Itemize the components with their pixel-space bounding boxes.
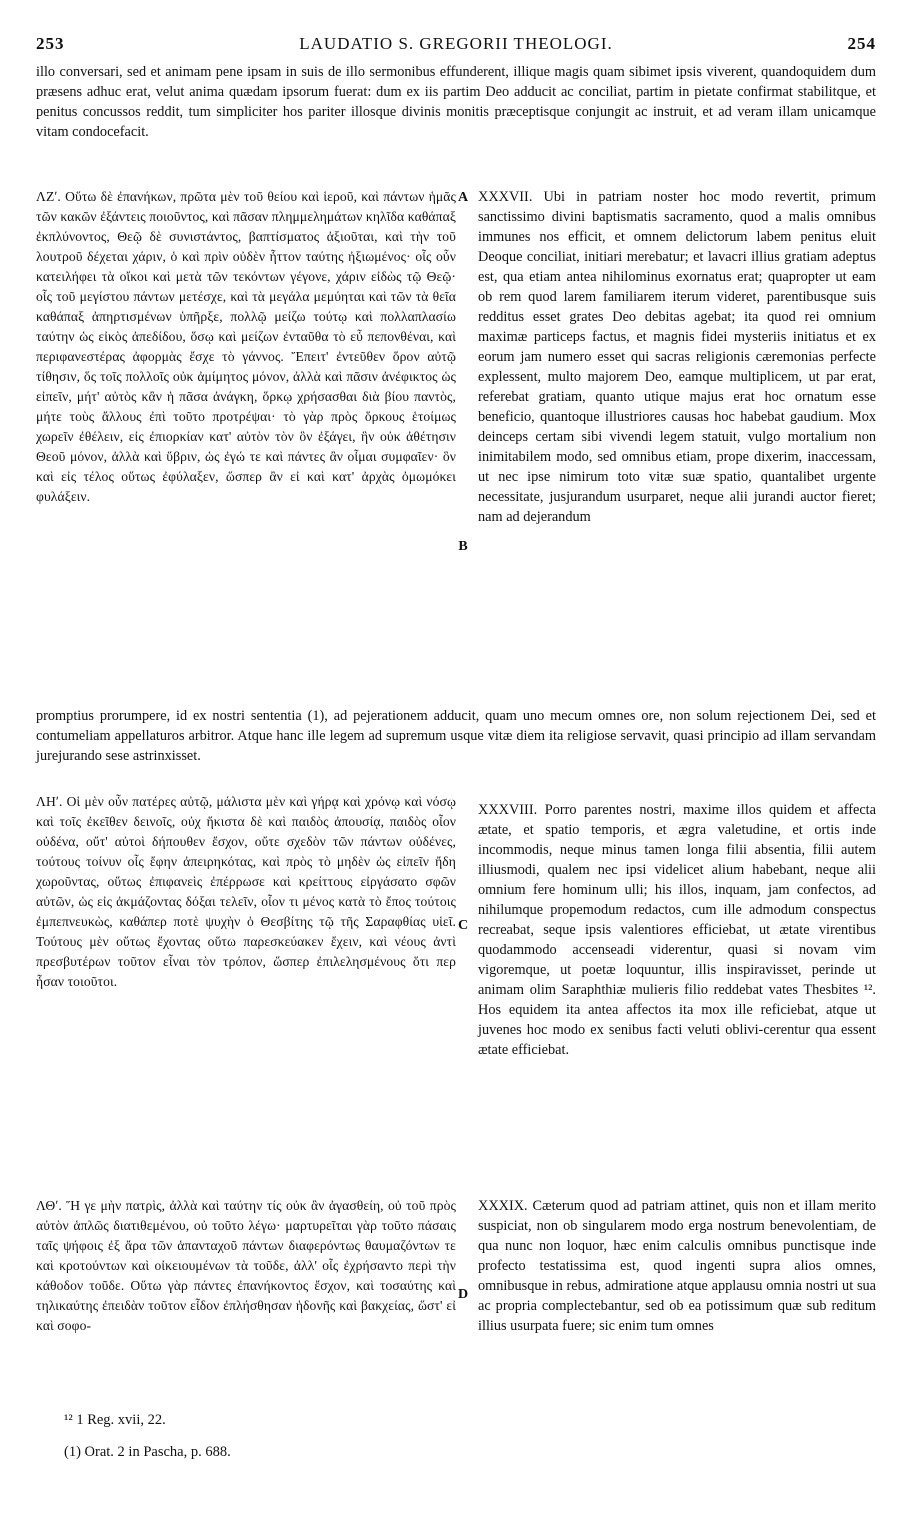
footnote-1: (1) Orat. 2 in Pascha, p. 688.: [64, 1444, 231, 1460]
top-paragraph: illo conversari, sed et animam pene ipsam in suis de illo sermonibus effunderent, illique magis quam sibimet ipsis viverent, quandoquidem dum præsens adhuc erat, velut anima quædam ipsorum fuerat: dum ex iis partim Deo adducit ac conciliat, partim in pietate confirmat stabilitque, et penitus concussos reddit, tum simpliciter hos pariter illosque divinis monitis præceptisque conjungit ac instruit, et ad veram illam unicamque vitam condocefacit.: [36, 64, 876, 140]
greek-section-38: ΛΗʹ. Οἱ μὲν οὖν πατέρες αὐτῷ, μάλιστα μὲν καὶ γήρᾳ καὶ χρόνῳ καὶ νόσῳ καὶ τοῖς ἐκεῖθεν δεινοῖς, οὐχ ἥκιστα δὲ καὶ παιδὸς ἀπουσίᾳ, παιδὸς οἷον οὐδένα, οὔτ' αὐτοὶ δήπουθεν ἔσχον, οὔτε σχεδὸν τῶν πάντων οὐδένες, τούτους τοίνυν οἷς ἔφην ἀπειρηκότας, καὶ πρὸς τὸ μηδὲν ὡς εἰπεῖν ἤδη χωροῦντας, οὕτως ἐπιφανεὶς ἐπέρρωσε καὶ κρείττους εἰργάσατο σφῶν αὐτῶν, ὡς εἰς ἀκμάζοντας δόξαι τελεῖν, οἷον τι μένος κατὰ τὸ ἔπος τούτοις ἐμπεπνευκὼς, καθάπερ ποτὲ ψυχὴν ὁ Θεσβίτης τῷ τῆς Σαραφθίας υἱεῖ. Τούτους μὲν οὕτως ἔχοντας οὕτω παρεσκεύακεν ἔχειν, καὶ νέους ἀντὶ πρεσβυτέρων τοῦτον εἶναι τὸν τρόπον, ὥσπερ ἐπιλελησμένους ὅτι περ ἦσαν τοιοῦτοι.: [36, 794, 456, 989]
margin-marker-d: D: [457, 1287, 469, 1302]
page-header: [36, 34, 876, 58]
margin-marker-b: B: [458, 539, 468, 554]
section-37-continuation: promptius prorumpere, id ex nostri sententia (1), ad pejerationem adducit, quam uno mecum omnes ore, non solum rejectionem Dei, sed et contumeliam appellaturos arbitror. Atque hanc ille legem ad supremum usque vitæ diem ita religiose servavit, quasi principio ad illam servandam jurejurando sese astrinxisset.: [36, 708, 876, 764]
latin-section-37: XXXVII. Ubi in patriam noster hoc modo revertit, primum sanctissimo divini baptismatis sacramento, quod a malis omnibus immunes nos efficit, et omnem delictorum labem penitus eluit Deoque conciliat, initiari merebatur; et lavacri illius gratiam adeptus est, qua etiam antea nihilominus exornatus erat; quapropter ut eam ob rem quod larem familiarem iterum videret, parentibusque suis redditus esset grates Deo debitas agebat; ita quod rei omnium maximæ particeps factus, et magnis fidei mysteriis initiatus et ex eorum jam numero esset qui sacras religionis cæremonias perfecte explessent, multo majorem Deo, eamque multiplicem, ut par erat, referebat gratiam, quanto utique majus erat hoc ornatum esse beneficio, quantoque illustriores causas hoc habebat gaudium. Mox deinceps certam sibi vivendi legem statuit, vulgo mortalium non inimitabilem modo, sed omnibus etiam, prope dixerim, inaccessam, ut nec ipse nimirum toto vitæ suæ spatio, quantalibet urgente necessitate, jusjurandum usurparet, neque alii jurandi auctor fieret; nam ad dejerandum: [478, 189, 876, 525]
greek-section-39: ΛΘʹ. Ἥ γε μὴν πατρὶς, ἀλλὰ καὶ ταύτην τίς οὐκ ἂν ἀγασθείη, οὐ τοῦ πρὸς αὐτὸν ἁπλῶς διατιθεμένου, οὐ τοῦτο λέγω· μαρτυρεῖται γὰρ τοῦτο πάσαις ταῖς ψήφοις ἐξ ἄρα τῶν ἁπανταχοῦ πάντων διαφερόντως θαυμαζόντων τε καὶ κροτούντων καὶ οἰκειουμένων τὰ τοῦδε, ἀλλ' οἷς ἐχρήσαντο περὶ τὴν κάθοδον τοῦδε. Οὕτω γὰρ πάντες ἐπανήκοντος ἔσχον, καὶ τοσαύτης καὶ τηλικαύτης ἐπειδὰν τοῦτον εἶδον ἐπλήσθησαν ἡδονῆς καὶ βακχείας, ὥστ' εἰ καὶ σοφο-: [36, 1198, 456, 1333]
margin-marker-c: C: [457, 918, 469, 933]
margin-marker-a: A: [457, 190, 469, 205]
footnote-12: ¹² 1 Reg. xvii, 22.: [64, 1412, 166, 1428]
page-number-left: 253: [36, 34, 65, 53]
running-title: LAUDATIO S. GREGORII THEOLOGI.: [299, 34, 613, 53]
latin-section-39: XXXIX. Cæterum quod ad patriam attinet, quis non et illam merito suspiciat, non ob singularem modo erga nostrum benevolentiam, de qua nunc non loquor, hæc enim calculis omnibus punctisque inde profecto testatissima est, quod ingenti supra alios omnes, omnibusque in rebus, admiratione atque applausu omnia nostri ut sua ac propria complectebantur, sed ob ea potissimum quæ sub reditum illius usurpata fuere; sic enim tum omnes: [478, 1198, 876, 1334]
latin-section-38: XXXVIII. Porro parentes nostri, maxime illos quidem et affecta ætate, et spatio temporis, et ægra valetudine, et ortis inde incommodis, neque minus tamen longa filii absentia, filii autem illiusmodi, qualem nec ipsi videlicet alium habebant, neque alii omnium fere hominum ulli; his illos, inquam, jam confectos, ad nihilumque propemodum redactos, cum ille admodum conspectus recreabat, seque ipsis valentiores efficiebat, ut ætate virentibus quodammodo accenseadi viderentur, quasi si novam vim vigoremque, ut poetæ loquuntur, illis inspiravisset, perinde ut animam olim Saraphthiæ mulieris filio reddebat vates Thesbites ¹². Hos equidem ita antea affectos ita mox ille reficiebat, atque ut juvenes hoc modo ex senibus facti veluti oblivi-cerentur qua essent ætate efficiebat.: [478, 802, 876, 1058]
greek-section-37: ΛΖʹ. Οὕτω δὲ ἐπανήκων, πρῶτα μὲν τοῦ θείου καὶ ἱεροῦ, καὶ πάντων ἡμᾶς τῶν κακῶν ἐξάντεις ποιοῦντος, καὶ πᾶσαν πλημμελημάτων κηλῖδα καθάπαξ ἐκπλύνοντος, Θεῷ δὲ συνιστάντος, βαπτίσματος ἀξιοῦται, καὶ τὴν τοῦ λουτροῦ δέχεται χάριν, ὁ καὶ πρὶν οὐδὲν ἧττον ταύτης ἠξιωμένος· οἷς οὖν κατειλήφει τὰ οἴκοι καὶ μετὰ τῶν τεκόντων γέγονε, χάριν εἰδὼς τῷ Θεῷ· οἷς τοῦ μεγίστου πάντων μετέσχε, καὶ τὰ μεγάλα μεμύηται καὶ τῶν τὰ θεῖα καθάπαξ ἀπηρτισμένων ὑπῆρξε, πολλῷ μείζω τούτῳ καὶ πολλαπλασίω ταύτην ὡς εἰκὸς ἀπεδίδου, ὅσῳ καὶ μείζων ἐνταῦθα τὸ εὖ πεπονθέναι, καὶ περιφανεστέρας ἀφορμὰς ἔσχε τὸ γάννος. Ἔπειτ' ἐντεῦθεν ὅρον αὐτῷ τίθησιν, ὅς τοῖς πολλοῖς οὐκ ἀμίμητος μόνον, ἀλλὰ καὶ πᾶσιν ἀνέφικτος ὡς εἰπεῖν, μήτ' αὐτὸς κἂν ἡ πᾶσα ἀνάγκη, ὅρκῳ χρήσασθαι διὰ βίου παντὸς, μήτε τοὺς ἄλλους ἐπὶ τοῦτο προτρέψαι· τὸ γὰρ πρὸς ὅρκους ἑτοίμως χωρεῖν ἐθέλειν, εἰς ἐπιορκίαν κατ' αὐτὸν τὸν ὃν ἐξάγει, ἣν οὐκ ἀθέτησιν Θεοῦ μόνον, ἀλλὰ καὶ ὕβριν, ὡς ἐγώ τε καὶ πάντες ἂν οἶμαι συμφαῖεν· ὃν καὶ εἰς τέλος οὕτως ἐφύλαξεν, ὥσπερ ἂν εἰ καὶ κατ' ἀρχὰς ὀμωμόκει φυλάξειν.: [36, 189, 456, 504]
page-number-right: 254: [847, 34, 876, 53]
